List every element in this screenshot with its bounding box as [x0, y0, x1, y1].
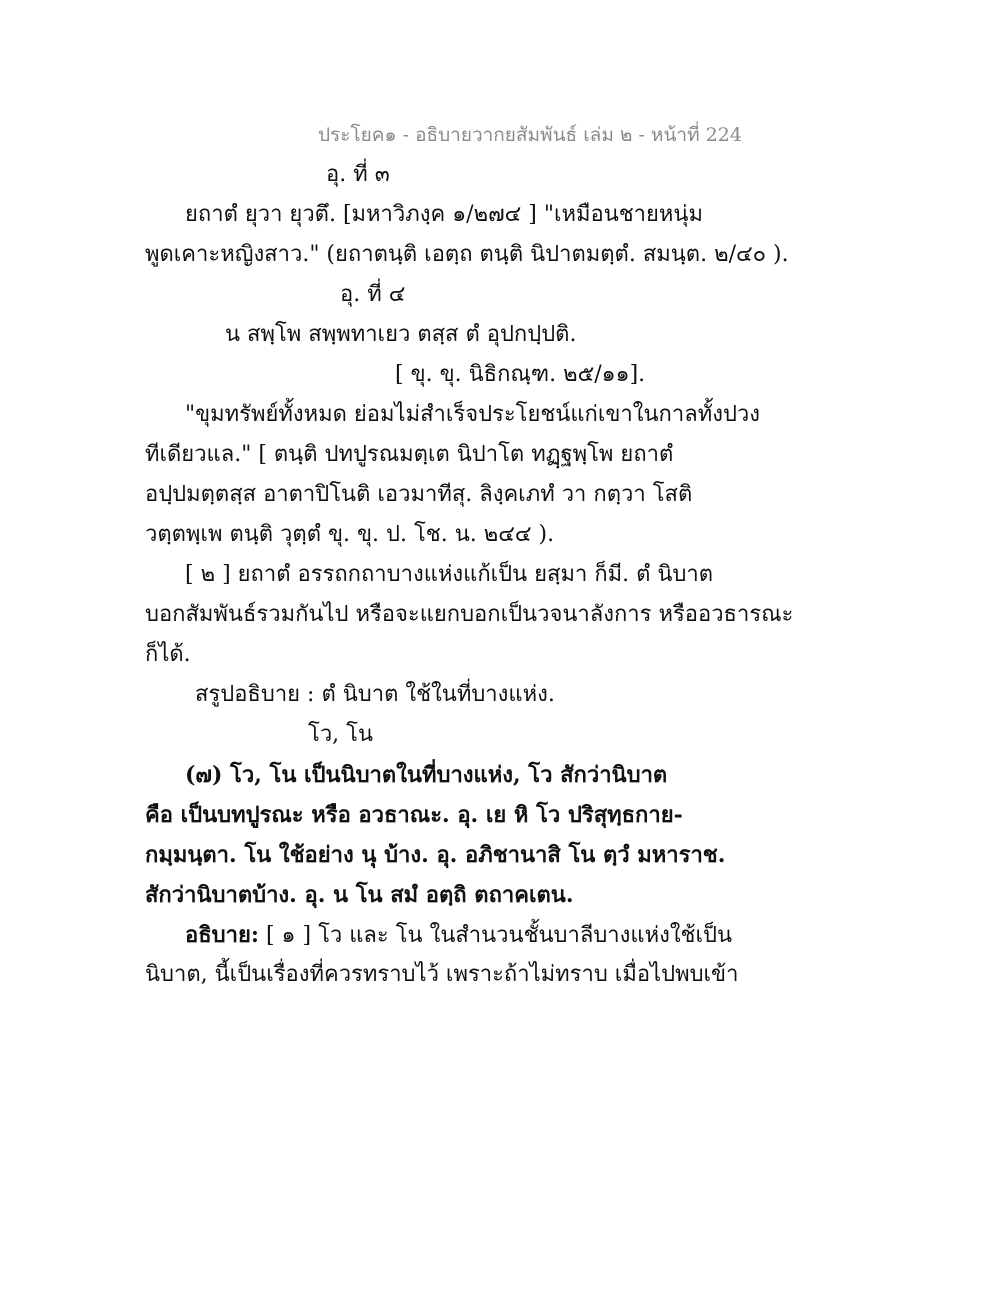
- text-line: บอกสัมพันธ์รวมกันไป หรือจะแยกบอกเป็นวจนาลังการ หรืออวธารณะ: [145, 602, 794, 627]
- text-line: ยถาตํ ยุวา ยุวตึ. [มหาวิภงฺค ๑/๒๗๔ ] "เหมือนชายหนุ่ม: [185, 202, 703, 227]
- explanation-line: [185, 920, 732, 951]
- rule-line: สักว่านิบาตบ้าง. อุ. น โน สมํ อตฺถิ ตถาคเตน.: [145, 882, 574, 908]
- text-line: ทีเดียวแล." [ ตนฺติ ปทปูรณมตฺเต นิปาโต ทฏฺฐพฺโพ ยถาตํ: [145, 442, 674, 467]
- text-line: ก็ได้.: [145, 642, 191, 667]
- text-line: อปฺปมตฺตสฺส อาตาปิโนติ เอวมาทีสุ. ลิงฺคเภทํ วา กตฺวา โสติ: [145, 482, 693, 507]
- rule-line: กมฺมนฺตา. โน ใช้อย่าง นุ บ้าง. อุ. อภิชานาสิ โน ตฺวํ มหาราช.: [145, 842, 726, 868]
- rule-line: (๗) โว, โน เป็นนิบาตในที่บางแห่ง, โว สักว่านิบาต: [185, 762, 668, 788]
- text-line: นิบาต, นี้เป็นเรื่องที่ควรทราบไว้ เพราะถ้าไม่ทราบ เมื่อไปพบเข้า: [145, 962, 739, 987]
- explanation-label: อธิบาย:: [185, 922, 259, 948]
- example-heading-4: อุ. ที่ ๔: [340, 282, 406, 307]
- summary-line: สรูปอธิบาย : ตํ นิบาต ใช้ในที่บางแห่ง.: [195, 682, 555, 707]
- text-line: [ ๒ ] ยถาตํ อรรถกถาบางแห่งแก้เป็น ยสฺมา ก็มี. ตํ นิบาต: [185, 562, 714, 587]
- rule-line: คือ เป็นบทปูรณะ หรือ อวธาณะ. อุ. เย หิ โว ปริสุทฺธกาย-: [145, 802, 683, 828]
- text-line: "ขุมทรัพย์ทั้งหมด ย่อมไม่สำเร็จประโยชน์แก่เขาในกาลทั้งปวง: [185, 402, 761, 427]
- example-heading-3: อุ. ที่ ๓: [326, 162, 390, 187]
- text-line: พูดเคาะหญิงสาว." (ยถาตนฺติ เอตฺถ ตนฺติ นิปาตมตฺตํ. สมนฺต. ๒/๔๐ ).: [145, 242, 789, 267]
- page-header: ประโยค๑ - อธิบายวากยสัมพันธ์ เล่ม ๒ - หน้าที่ 224: [318, 124, 742, 146]
- explanation-text: [ ๑ ] โว และ โน ในสำนวนชั้นบาลีบางแห่งใช้เป็น: [258, 923, 733, 948]
- verse-line: น สพฺโพ สพฺพทาเยว ตสฺส ตํ อุปกปฺปติ.: [225, 322, 577, 347]
- verse-reference: [ ขุ. ขุ. นิธิกณฺฑ. ๒๕/๑๑].: [395, 362, 646, 387]
- section-heading: โว, โน: [308, 722, 374, 747]
- text-line: วตฺตพฺเพ ตนฺติ วุตฺตํ ขุ. ขุ. ป. โช. น. ๒๔๔ ).: [145, 522, 555, 547]
